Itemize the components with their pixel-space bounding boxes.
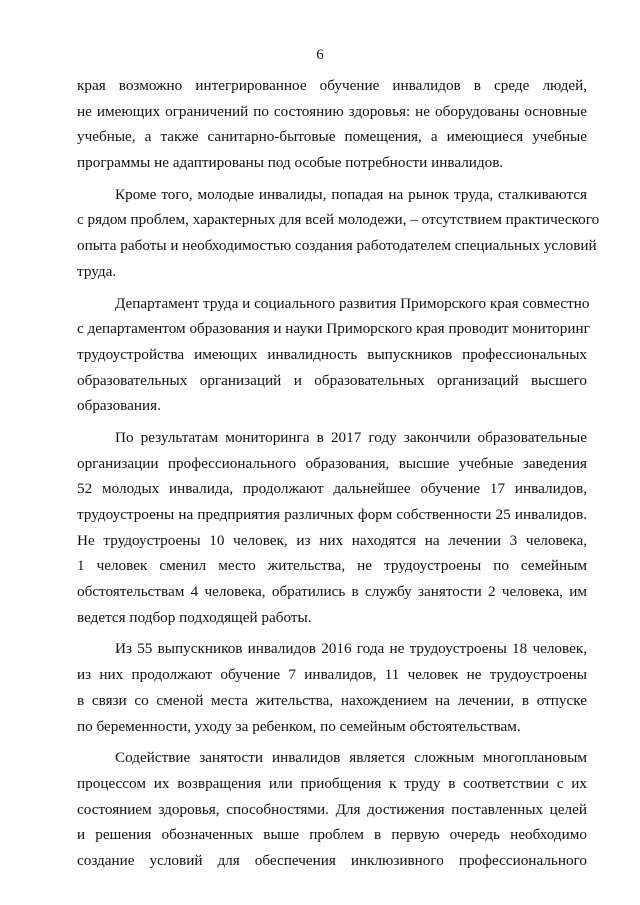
- text-line: с рядом проблем, характерных для всей молодежи, – отсутствием практического: [77, 211, 600, 229]
- paragraph: [77, 425, 587, 631]
- text-line: ведется подбор подходящей работы.: [77, 608, 312, 626]
- text-line: 1 человек сменил место жительства, не трудоустроены по семейным: [77, 557, 587, 575]
- text-line: не имеющих ограничений по состоянию здоровья: не оборудованы основные: [77, 102, 587, 120]
- text-line: в связи со сменой места жительства, нахождением на лечении, в отпуске: [77, 691, 587, 709]
- text-line: образовательных организаций и образовательных организаций высшего: [77, 371, 587, 389]
- paragraph: [77, 291, 590, 419]
- text-line: обстоятельствам 4 человека, обратились в службу занятости 2 человека, им: [77, 583, 587, 601]
- text-line: Кроме того, молодые инвалиды, попадая на рынок труда, сталкиваются: [115, 185, 587, 203]
- text-line: учебные, а также санитарно-бытовые помещения, а имеющиеся учебные: [77, 128, 587, 146]
- text-line: организации профессионального образования, высшие учебные заведения: [77, 454, 587, 472]
- paragraph: [77, 636, 587, 739]
- paragraph: [77, 182, 600, 285]
- text-line: образования.: [77, 397, 161, 415]
- page-number: 6: [316, 47, 324, 63]
- text-line: Содействие занятости инвалидов является сложным многоплановым: [115, 749, 587, 767]
- text-line: Департамент труда и социального развития Приморского края совместно: [115, 294, 590, 312]
- text-line: трудоустроены на предприятия различных форм собственности 25 инвалидов.: [77, 506, 587, 523]
- text-line: с департаментом образования и науки Приморского края проводит мониторинг: [77, 320, 590, 338]
- text-line: и решения обозначенных выше проблем в первую очередь необходимо: [77, 826, 587, 844]
- text-line: процессом их возвращения или приобщения к труду в соответствии с их: [77, 774, 587, 792]
- document-body: [77, 73, 600, 874]
- text-line: 52 молодых инвалида, продолжают дальнейшее обучение 17 инвалидов,: [77, 480, 587, 498]
- text-line: Не трудоустроены 10 человек, из них находятся на лечении 3 человека,: [77, 531, 587, 549]
- text-line: по беременности, уходу за ребенком, по семейным обстоятельствам.: [77, 717, 521, 735]
- text-line: опыта работы и необходимостью создания работодателем специальных условий: [77, 237, 597, 255]
- text-line: Из 55 выпускников инвалидов 2016 года не трудоустроены 18 человек,: [115, 640, 587, 658]
- text-line: По результатам мониторинга в 2017 году закончили образовательные: [115, 428, 587, 446]
- text-line: труда.: [77, 262, 117, 280]
- text-line: программы не адаптированы под особые потребности инвалидов.: [77, 154, 504, 172]
- paragraph: [77, 745, 587, 873]
- text-line: состоянием здоровья, способностями. Для достижения поставленных целей: [77, 800, 587, 818]
- text-line: трудоустройства имеющих инвалидность выпускников профессиональных: [77, 345, 587, 363]
- text-line: из них продолжают обучение 7 инвалидов, 11 человек не трудоустроены: [77, 666, 587, 684]
- text-line: края возможно интегрированное обучение инвалидов в среде людей,: [77, 77, 587, 94]
- paragraph: [77, 73, 587, 176]
- text-line: создание условий для обеспечения инклюзивного профессионального: [77, 851, 587, 869]
